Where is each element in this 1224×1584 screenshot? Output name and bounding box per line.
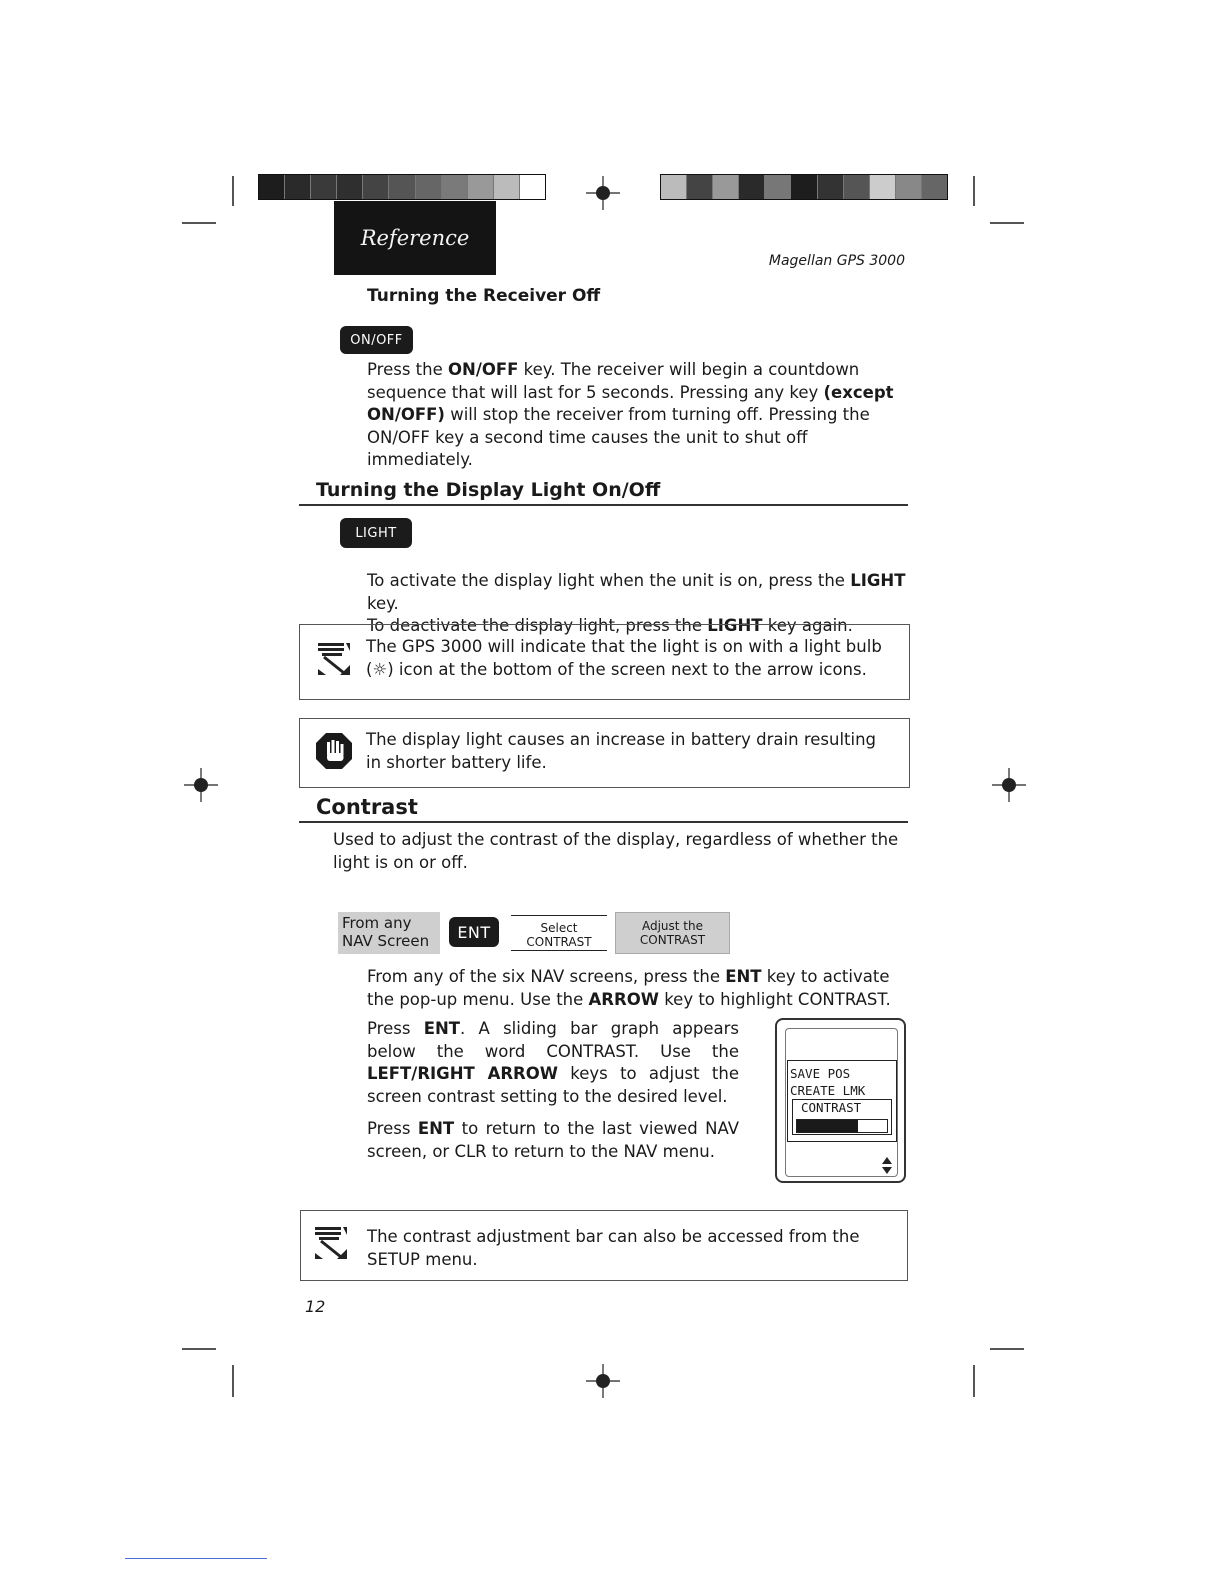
- note-pad-icon: [311, 1223, 351, 1263]
- sequence-step-from: From any NAV Screen: [338, 912, 440, 954]
- sequence-step-adjust: Adjust the CONTRAST: [615, 912, 730, 954]
- contrast-intro: Used to adjust the contrast of the display, regardless of whether the light is on or off.: [333, 830, 899, 872]
- menu-item-contrast: CONTRAST: [792, 1099, 892, 1135]
- registration-target-icon: [992, 768, 1026, 802]
- calibration-strip: [258, 174, 546, 200]
- crop-mark: [232, 1365, 234, 1397]
- hand-stop-icon: [314, 731, 354, 771]
- contrast-slider: [796, 1119, 888, 1133]
- crop-mark: [990, 222, 1024, 224]
- crop-mark: [182, 222, 216, 224]
- note-text: The contrast adjustment bar can also be accessed from the SETUP menu.: [367, 1227, 860, 1269]
- note-text: The GPS 3000 will indicate that the light is on with a light bulb (☼) icon at the bottom of the screen next to the arrow icons.: [366, 637, 882, 679]
- popup-menu: [787, 1060, 897, 1142]
- calibration-strip: [660, 174, 948, 200]
- section-title: Contrast: [316, 795, 418, 819]
- sequence-step-select: Select CONTRAST: [511, 915, 607, 951]
- bottom-link-line: [125, 1558, 267, 1559]
- subsection-title: Turning the Receiver Off: [367, 286, 601, 306]
- note-box: [300, 1210, 908, 1281]
- on-off-key-icon: ON/OFF: [340, 326, 413, 354]
- menu-item-save-pos: SAVE POS: [790, 1066, 851, 1081]
- page-number: 12: [305, 1297, 326, 1316]
- contrast-paragraph-1: From any of the six NAV screens, press the ENT key to activate the pop-up menu. Use the ARROW key to highlight CONTRAST.: [367, 967, 891, 1009]
- registration-target-icon: [184, 768, 218, 802]
- menu-item-create-lmk: CREATE LMK: [790, 1083, 866, 1098]
- display-light-paragraph: To activate the display light when the unit is on, press the LIGHT key. To deactivate the display light, press the LIGHT key again.: [367, 571, 906, 635]
- receiver-off-paragraph: Press the ON/OFF key. The receiver will begin a countdown sequence that will last for 5 seconds. Pressing any key (except ON/OFF) will stop the receiver from turning off. Pressing the ON/OFF key a second time causes the unit to shut off immediately.: [367, 360, 894, 469]
- running-head: Magellan GPS 3000: [768, 253, 905, 269]
- registration-target-icon: [586, 176, 620, 210]
- note-pad-icon: [314, 639, 354, 677]
- crop-mark: [973, 176, 975, 206]
- caution-box: [299, 718, 910, 788]
- crop-mark: [973, 1365, 975, 1397]
- section-rule: [299, 821, 908, 823]
- gps-screen-illustration: [775, 1018, 906, 1183]
- note-box: [299, 624, 910, 700]
- ent-key-icon: ENT: [449, 917, 499, 947]
- contrast-slider-fill: [797, 1120, 858, 1132]
- crop-mark: [990, 1348, 1024, 1350]
- section-title: Turning the Display Light On/Off: [316, 479, 661, 501]
- contrast-paragraph-2: Press ENT. A sliding bar graph appears below the word CONTRAST. Use the LEFT/RIGHT ARROW keys to adjust the screen contrast setting to the desired level.: [367, 1019, 739, 1106]
- light-key-icon: LIGHT: [340, 518, 412, 548]
- crop-mark: [232, 176, 234, 206]
- section-tab: Reference: [334, 201, 496, 275]
- caution-text: The display light causes an increase in battery drain resulting in shorter battery life.: [366, 730, 877, 772]
- crop-mark: [182, 1348, 216, 1350]
- up-down-arrows-icon: [881, 1156, 893, 1176]
- registration-target-icon: [586, 1364, 620, 1398]
- contrast-paragraph-3: Press ENT to return to the last viewed NAV screen, or CLR to return to the NAV menu.: [367, 1119, 739, 1161]
- section-rule: [299, 504, 908, 506]
